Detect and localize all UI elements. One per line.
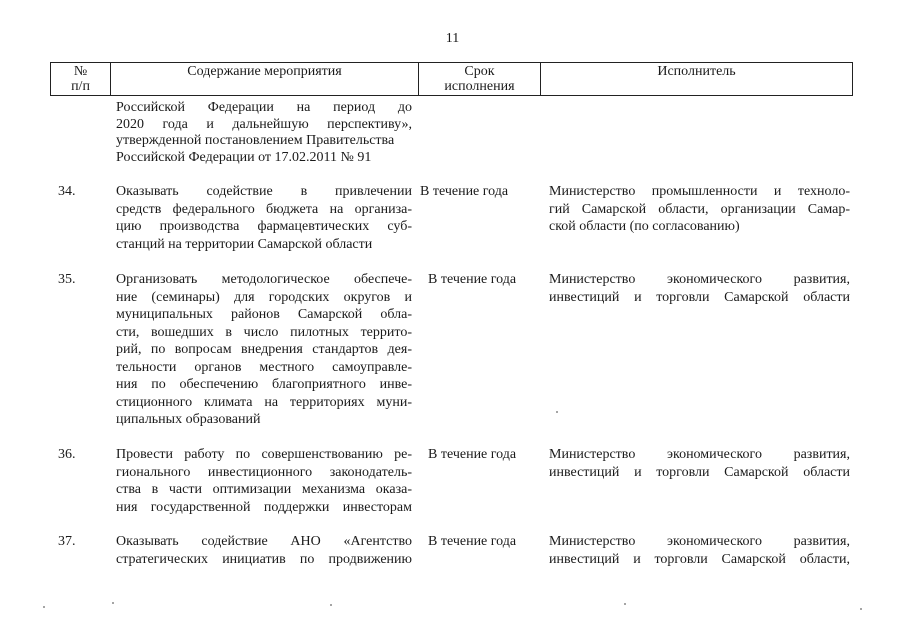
row-content — [116, 446, 412, 516]
scan-speck — [624, 603, 626, 605]
content-line: ципальных образований — [116, 412, 261, 427]
content-line: тельности органов местного самоуправле- — [116, 359, 412, 375]
content-line: стиционного климата на территориях муни- — [116, 394, 412, 410]
content-line: ния по обеспечению благоприятного инве- — [116, 377, 412, 392]
executor-line: инвестиций и торговли Самарской области — [549, 289, 850, 305]
row-number: 36. — [58, 447, 76, 462]
content-line: Организовать методологическое обеспече- — [116, 272, 412, 287]
row-number: 37. — [58, 534, 76, 549]
row-executor — [549, 271, 850, 306]
header-term-line1: Срок — [464, 64, 495, 79]
row-content — [116, 271, 412, 429]
executor-line: Министерство экономического развития, — [549, 447, 850, 462]
executor-line: инвестиций и торговли Самарской области — [549, 464, 850, 480]
executor-line: Министерство промышленности и техноло- — [549, 184, 850, 199]
content-line: Оказывать содействие АНО «Агентство — [116, 534, 412, 549]
scan-speck — [860, 608, 862, 610]
header-num-line2: п/п — [71, 79, 90, 94]
row-content — [116, 533, 412, 568]
executor-line: Министерство экономического развития, — [549, 534, 850, 549]
content-line: муниципальных районов Самарской обла- — [116, 307, 412, 322]
table-header — [50, 62, 853, 96]
executor-line: инвестиций и торговли Самарской области, — [549, 551, 850, 567]
content-line: стратегических инициатив по продвижению — [116, 551, 412, 567]
continuation-line: Российской Федерации на период до — [116, 100, 412, 115]
content-line: ства в части оптимизации механизма оказа- — [116, 482, 412, 497]
header-num-line1: № — [73, 64, 88, 79]
row-term: В течение года — [420, 184, 509, 199]
header-term-line2: исполнения — [444, 79, 515, 94]
continuation-line: Российской Федерации от 17.02.2011 № 91 — [116, 149, 372, 165]
continuation-text — [116, 100, 412, 166]
scan-speck — [330, 604, 332, 606]
scan-speck — [112, 602, 114, 604]
content-line: сти, вошедших в число пилотных террито- — [116, 324, 412, 340]
header-term — [419, 63, 541, 96]
row-executor — [549, 183, 850, 236]
executor-line: гий Самарской области, организации Самар- — [549, 201, 850, 217]
continuation-line: 2020 года и дальнейшую перспективу», — [116, 116, 412, 132]
row-term: В течение года — [428, 534, 517, 549]
row-number: 35. — [58, 272, 76, 287]
content-line: гионального инвестиционного законодатель- — [116, 464, 412, 480]
content-line: рий, по вопросам внедрения стандартов дея- — [116, 342, 412, 357]
content-line: Оказывать содействие в привлечении — [116, 184, 412, 199]
row-term: В течение года — [428, 272, 517, 287]
scan-speck — [556, 411, 558, 413]
row-number: 34. — [58, 184, 76, 199]
row-executor — [549, 533, 850, 568]
content-line: Провести работу по совершенствованию ре- — [116, 447, 412, 462]
header-executor: Исполнитель — [541, 63, 853, 96]
executor-line: ской области (по согласованию) — [549, 219, 740, 234]
content-line: цию производства фармацевтических суб- — [116, 219, 412, 234]
executor-line: Министерство экономического развития, — [549, 272, 850, 287]
header-content: Содержание мероприятия — [111, 63, 419, 96]
content-line: ния государственной поддержки инвесторам — [116, 499, 412, 515]
page-number: 11 — [445, 31, 460, 46]
scan-speck — [43, 606, 45, 608]
continuation-line: утвержденной постановлением Правительства — [116, 133, 395, 148]
header-num — [51, 63, 111, 96]
row-executor — [549, 446, 850, 481]
content-line: станций на территории Самарской области — [116, 236, 373, 252]
row-content — [116, 183, 412, 253]
content-line: ние (семинары) для городских округов и — [116, 289, 412, 305]
content-line: средств федерального бюджета на организа- — [116, 201, 412, 217]
row-term: В течение года — [428, 447, 517, 462]
